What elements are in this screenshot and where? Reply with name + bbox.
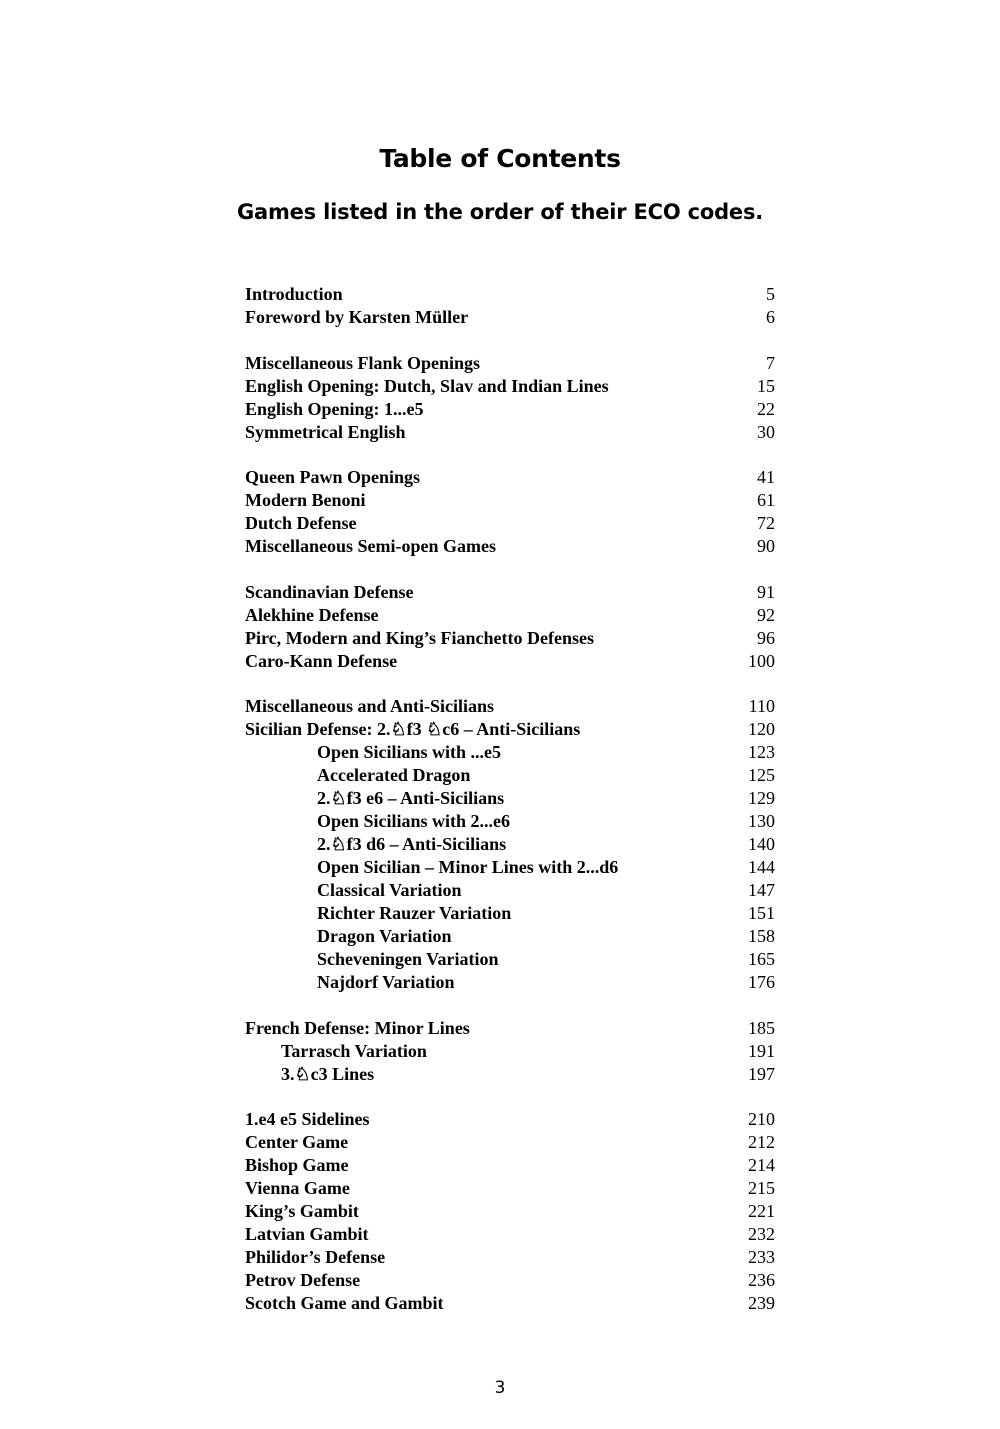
- toc-entry-title: 2.♘f3 e6 – Anti-Sicilians: [317, 788, 505, 808]
- toc-entry: [245, 787, 775, 810]
- toc-entry-title: Dutch Defense: [245, 513, 357, 533]
- toc-entry-title: Dragon Variation: [317, 926, 452, 946]
- toc-entry: [245, 466, 775, 489]
- toc-entry: [245, 971, 775, 994]
- toc-entry: [245, 398, 775, 421]
- toc-entry-page: 91: [757, 581, 775, 602]
- toc-entry-page: 6: [766, 307, 775, 327]
- toc-entry: [245, 810, 775, 833]
- toc-entry-page: 5: [766, 284, 775, 304]
- toc-entry-page: 185: [748, 1017, 775, 1038]
- toc-entry-page: 7: [766, 352, 775, 373]
- toc-entry-title: Accelerated Dragon: [317, 765, 471, 785]
- toc-entry-page: 120: [748, 719, 775, 739]
- toc-entry-page: 221: [748, 1201, 775, 1221]
- toc-entry: [245, 948, 775, 971]
- page-subtitle: Games listed in the order of their ECO codes.: [236, 200, 764, 224]
- toc-entry-title: Bishop Game: [245, 1155, 349, 1175]
- toc-entry: [245, 604, 775, 627]
- toc-entry-title: 2.♘f3 d6 – Anti-Sicilians: [317, 834, 507, 854]
- toc-entry-title: Classical Variation: [317, 880, 462, 900]
- toc-entry: [245, 902, 775, 925]
- toc-entry: [245, 306, 775, 329]
- toc-entry: [245, 833, 775, 856]
- toc-entry-title: Scheveningen Variation: [317, 949, 499, 969]
- toc-entry-title: Foreword by Karsten Müller: [245, 307, 469, 327]
- toc-entry-page: 144: [748, 857, 775, 877]
- toc-entry-title: Sicilian Defense: 2.♘f3 ♘c6 – Anti-Sicilians: [245, 719, 581, 739]
- table-of-contents: [245, 283, 775, 1338]
- toc-entry: [245, 627, 775, 650]
- toc-entry-title: Caro-Kann Defense: [245, 650, 398, 671]
- toc-entry-page: 130: [748, 811, 775, 831]
- toc-entry-title: King’s Gambit: [245, 1201, 359, 1221]
- toc-entry-title: Latvian Gambit: [245, 1224, 369, 1244]
- toc-entry: [245, 1200, 775, 1223]
- toc-section: [245, 581, 775, 673]
- toc-entry-page: 239: [748, 1293, 775, 1313]
- toc-section: [245, 1017, 775, 1086]
- toc-entry-page: 15: [757, 375, 775, 396]
- toc-entry-page: 165: [748, 949, 775, 969]
- toc-entry-title: Symmetrical English: [245, 421, 406, 442]
- toc-entry: [245, 718, 775, 741]
- toc-entry-page: 92: [757, 604, 775, 625]
- toc-entry: [245, 1292, 775, 1315]
- toc-entry-title: Petrov Defense: [245, 1270, 361, 1290]
- toc-entry: [245, 1223, 775, 1246]
- page-number: 3: [494, 1378, 506, 1398]
- toc-entry-page: 61: [757, 490, 775, 510]
- toc-entry-page: 158: [748, 926, 775, 946]
- toc-entry-title: Open Sicilians with 2...e6: [317, 811, 511, 831]
- toc-entry-page: 215: [748, 1178, 775, 1198]
- toc-entry: [245, 695, 775, 718]
- toc-entry-title: 1.e4 e5 Sidelines: [245, 1109, 370, 1129]
- toc-entry-title: Alekhine Defense: [245, 604, 379, 625]
- toc-entry-title: Introduction: [245, 284, 343, 304]
- toc-entry: [245, 1269, 775, 1292]
- toc-entry-page: 147: [748, 880, 775, 900]
- toc-entry-title: Najdorf Variation: [317, 972, 455, 992]
- toc-entry: [245, 1108, 775, 1131]
- toc-entry-title: English Opening: Dutch, Slav and Indian Lines: [245, 375, 609, 396]
- toc-entry-page: 233: [748, 1247, 775, 1267]
- toc-entry-title: English Opening: 1...e5: [245, 398, 424, 419]
- page-title: Table of Contents: [379, 144, 621, 173]
- toc-entry-title: Vienna Game: [245, 1178, 350, 1198]
- toc-entry-page: 100: [748, 650, 775, 671]
- toc-entry-title: Modern Benoni: [245, 490, 366, 510]
- toc-entry-title: Queen Pawn Openings: [245, 467, 421, 487]
- toc-entry-title: Miscellaneous Flank Openings: [245, 352, 481, 373]
- toc-entry-title: French Defense: Minor Lines: [245, 1017, 470, 1038]
- toc-entry-page: 236: [748, 1270, 775, 1290]
- toc-entry: [245, 535, 775, 558]
- toc-entry-title: Miscellaneous and Anti-Sicilians: [245, 696, 495, 716]
- toc-entry-title: 3.♘c3 Lines: [281, 1063, 375, 1084]
- toc-entry-title: Center Game: [245, 1132, 349, 1152]
- toc-entry: [245, 1154, 775, 1177]
- toc-entry-title: Richter Rauzer Variation: [317, 903, 512, 923]
- toc-entry-title: Open Sicilian – Minor Lines with 2...d6: [317, 857, 619, 877]
- toc-entry: [245, 1040, 775, 1063]
- toc-entry-page: 191: [748, 1040, 775, 1061]
- toc-entry-page: 110: [748, 696, 775, 716]
- toc-entry-title: Philidor’s Defense: [245, 1247, 386, 1267]
- toc-entry-page: 232: [748, 1224, 775, 1244]
- toc-entry: [245, 1017, 775, 1040]
- toc-entry-title: Open Sicilians with ...e5: [317, 742, 502, 762]
- toc-section: [245, 695, 775, 994]
- toc-entry-page: 214: [748, 1155, 775, 1175]
- toc-entry-page: 125: [748, 765, 775, 785]
- toc-entry: [245, 1177, 775, 1200]
- toc-entry: [245, 1246, 775, 1269]
- toc-entry: [245, 741, 775, 764]
- toc-entry: [245, 352, 775, 375]
- toc-entry: [245, 375, 775, 398]
- toc-section: [245, 283, 775, 329]
- toc-entry-title: Pirc, Modern and King’s Fianchetto Defenses: [245, 627, 594, 648]
- toc-entry: [245, 283, 775, 306]
- toc-entry: [245, 512, 775, 535]
- toc-entry-page: 176: [748, 972, 775, 992]
- toc-entry-page: 30: [757, 421, 775, 442]
- toc-entry-page: 41: [757, 467, 775, 487]
- toc-section: [245, 466, 775, 558]
- toc-entry: [245, 650, 775, 673]
- toc-entry: [245, 764, 775, 787]
- toc-entry-title: Miscellaneous Semi-open Games: [245, 536, 496, 556]
- toc-entry: [245, 421, 775, 444]
- toc-section: [245, 352, 775, 444]
- toc-entry: [245, 581, 775, 604]
- toc-entry: [245, 879, 775, 902]
- toc-entry: [245, 489, 775, 512]
- toc-entry-page: 212: [748, 1132, 775, 1152]
- toc-entry-page: 72: [757, 513, 775, 533]
- toc-entry: [245, 925, 775, 948]
- toc-entry: [245, 1131, 775, 1154]
- toc-entry-title: Tarrasch Variation: [281, 1040, 427, 1061]
- toc-entry-page: 129: [748, 788, 775, 808]
- toc-section: [245, 1108, 775, 1315]
- toc-entry: [245, 856, 775, 879]
- toc-entry: [245, 1063, 775, 1086]
- toc-entry-page: 90: [757, 536, 775, 556]
- toc-entry-page: 96: [757, 627, 775, 648]
- toc-entry-page: 123: [748, 742, 775, 762]
- toc-entry-page: 151: [748, 903, 775, 923]
- toc-entry-title: Scotch Game and Gambit: [245, 1293, 444, 1313]
- toc-entry-page: 210: [748, 1109, 775, 1129]
- toc-entry-page: 22: [757, 398, 775, 419]
- toc-entry-title: Scandinavian Defense: [245, 581, 414, 602]
- toc-entry-page: 197: [748, 1063, 775, 1084]
- toc-entry-page: 140: [748, 834, 775, 854]
